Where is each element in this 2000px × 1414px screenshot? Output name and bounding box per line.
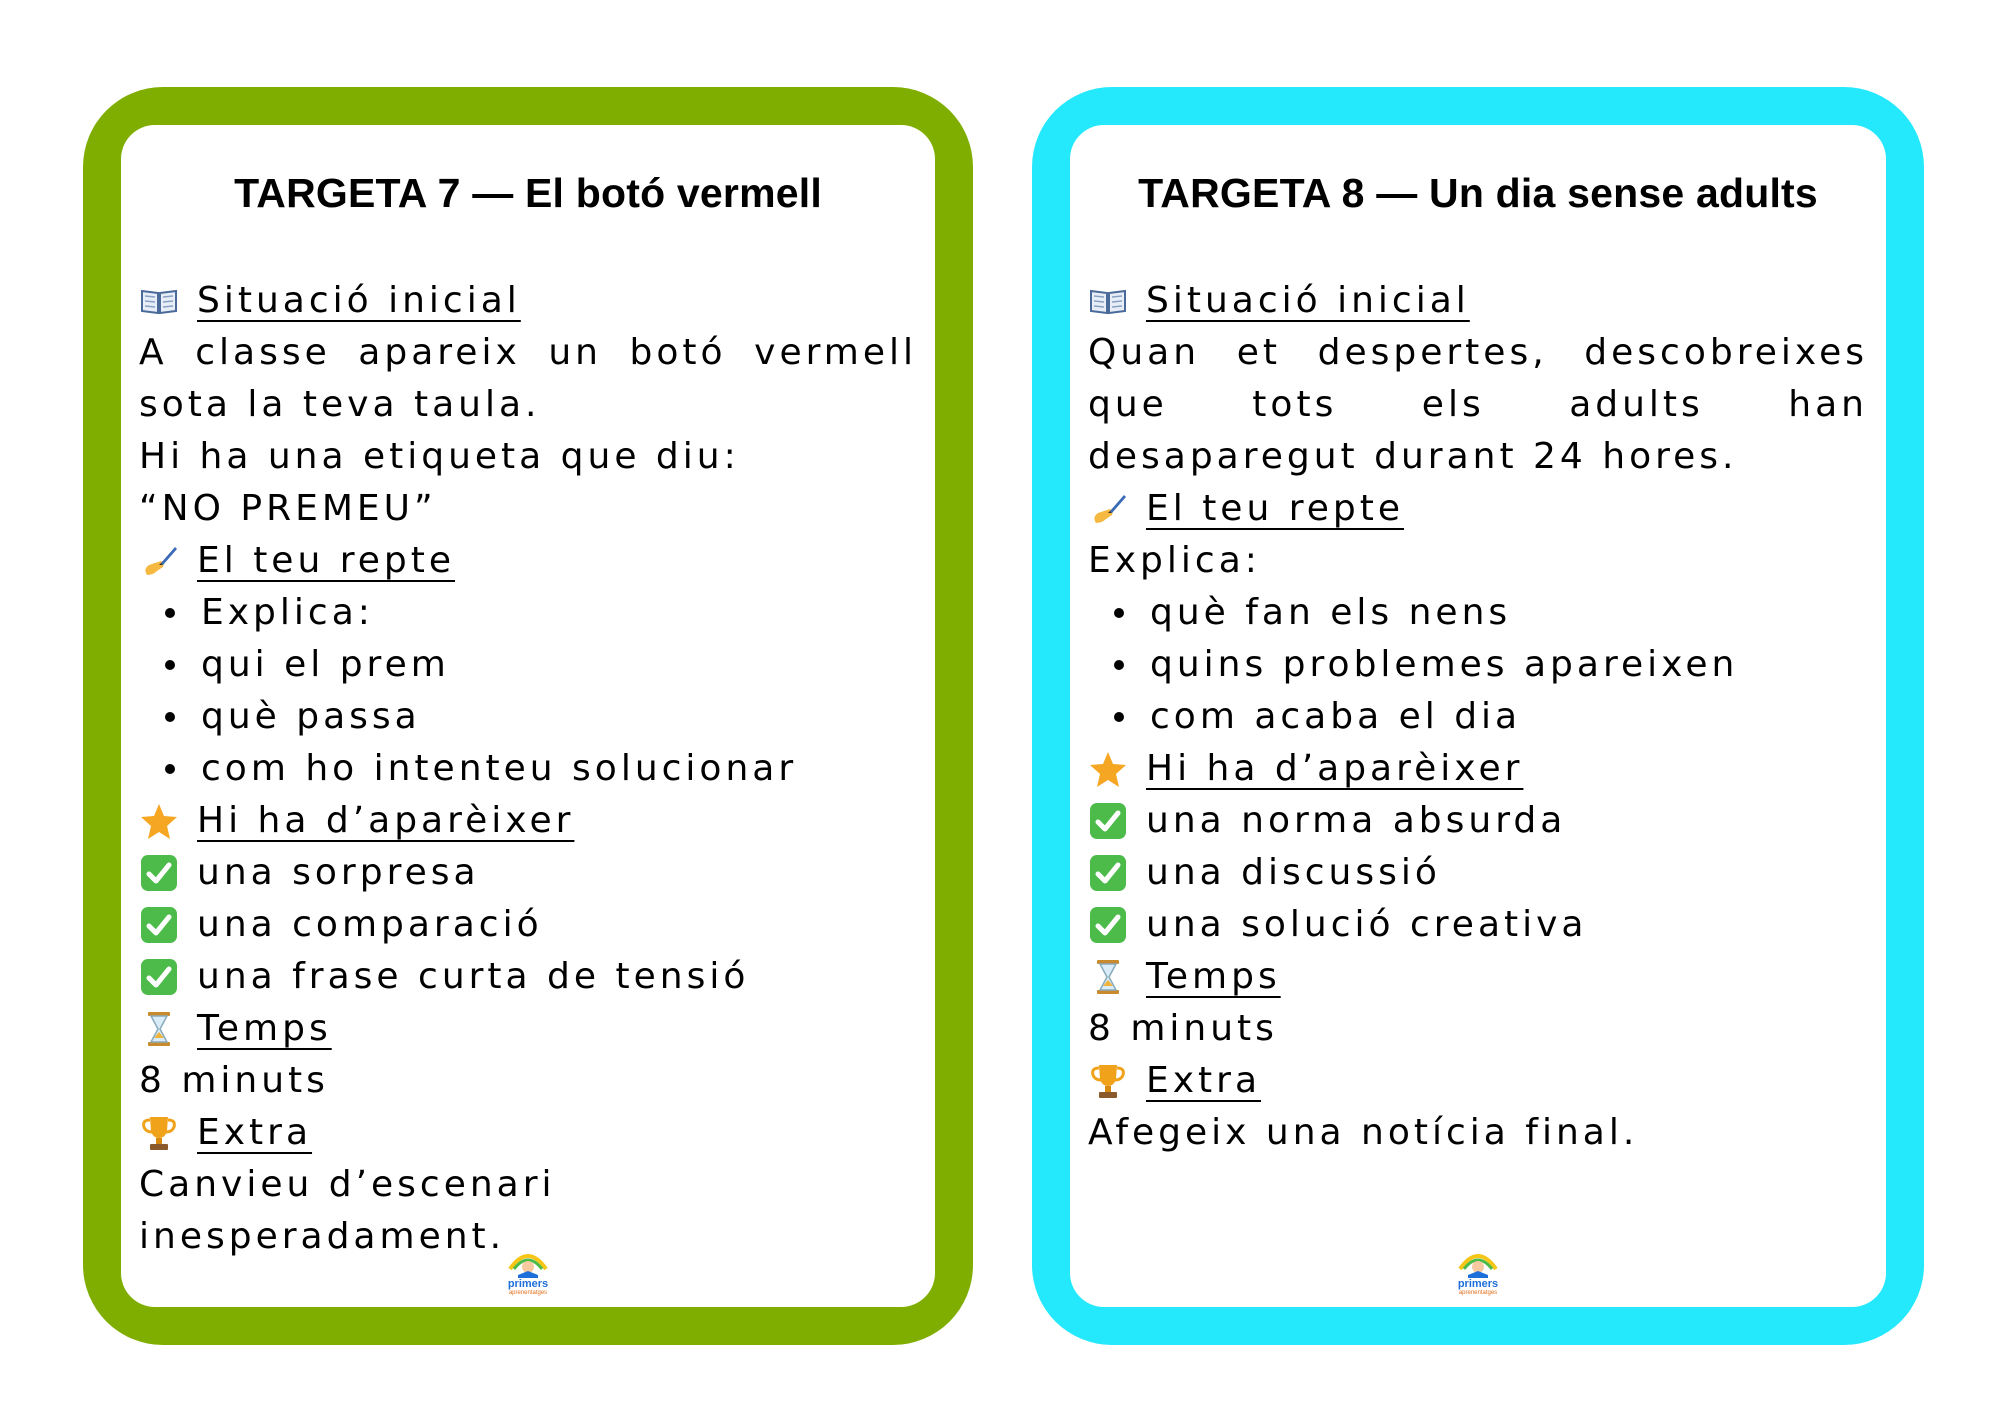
list-item <box>139 587 917 639</box>
list-item <box>1088 587 1868 639</box>
situacio-heading: Situació inicial <box>1146 280 1470 321</box>
writing-hand-icon <box>139 541 179 581</box>
check-icon <box>1088 801 1128 841</box>
apareixer-heading-row <box>1088 743 1868 795</box>
card-7 <box>83 87 973 1345</box>
card-7-body <box>139 275 917 1263</box>
repte-heading-row <box>139 535 917 587</box>
logo-text: primers <box>507 1278 549 1290</box>
check-item <box>1088 847 1868 899</box>
open-book-icon <box>1088 281 1128 321</box>
bullet <box>1114 608 1124 618</box>
card-8-body <box>1088 275 1868 1159</box>
check-item <box>1088 795 1868 847</box>
extra-heading-row <box>1088 1055 1868 1107</box>
situacio-line: Quan et despertes, descobreixes <box>1088 332 1868 373</box>
extra-line: Afegeix una notícia final. <box>1088 1112 1639 1153</box>
list-item-text: què passa <box>201 696 421 737</box>
check-item-text: una comparació <box>197 904 543 945</box>
star-icon <box>1088 749 1128 789</box>
primers-aprenentatges-logo <box>1450 1249 1506 1301</box>
bullet <box>165 660 175 670</box>
check-item <box>139 951 917 1003</box>
open-book-icon <box>139 281 179 321</box>
bullet <box>165 764 175 774</box>
check-icon <box>139 957 179 997</box>
bullet <box>165 608 175 618</box>
check-item-text: una solució creativa <box>1146 904 1588 945</box>
bullet <box>1114 660 1124 670</box>
situacio-line: sota la teva taula. <box>139 384 541 425</box>
check-icon <box>1088 853 1128 893</box>
list-item <box>1088 639 1868 691</box>
card-7-title: TARGETA 7 — El botó vermell <box>234 170 822 216</box>
situacio-line: desaparegut durant 24 hores. <box>1088 436 1738 477</box>
logo-subtext: aprenentatges <box>1458 1290 1498 1296</box>
check-item-text: una frase curta de tensió <box>197 956 750 997</box>
extra-heading-row <box>139 1107 917 1159</box>
card-8-content <box>1070 125 1886 1307</box>
card-8 <box>1032 87 1924 1345</box>
situacio-heading-row <box>139 275 917 327</box>
extra-heading: Extra <box>197 1112 313 1153</box>
temps-value: 8 minuts <box>1088 1008 1278 1049</box>
repte-heading: El teu repte <box>197 540 455 581</box>
repte-intro: Explica: <box>1088 540 1261 581</box>
star-icon <box>139 801 179 841</box>
check-item-text: una discussió <box>1146 852 1441 893</box>
list-item <box>139 691 917 743</box>
bullet <box>1114 712 1124 722</box>
situacio-heading-row <box>1088 275 1868 327</box>
apareixer-heading: Hi ha d’aparèixer <box>1146 748 1524 789</box>
temps-heading: Temps <box>197 1008 332 1049</box>
situacio-line: Hi ha una etiqueta que diu: <box>139 436 740 477</box>
repte-heading: El teu repte <box>1146 488 1404 529</box>
apareixer-heading: Hi ha d’aparèixer <box>197 800 575 841</box>
logo-subtext: aprenentatges <box>508 1290 548 1296</box>
logo-text: primers <box>1457 1278 1499 1290</box>
temps-heading: Temps <box>1146 956 1281 997</box>
apareixer-heading-row <box>139 795 917 847</box>
hourglass-icon <box>1088 957 1128 997</box>
writing-hand-icon <box>1088 489 1128 529</box>
list-item-text: com ho intenteu solucionar <box>201 748 798 789</box>
situacio-heading: Situació inicial <box>197 280 521 321</box>
check-item <box>1088 899 1868 951</box>
list-item-text: qui el prem <box>201 644 450 685</box>
situacio-line: A classe apareix un botó vermell <box>139 332 917 373</box>
extra-line: Canvieu d’escenari <box>139 1164 556 1205</box>
list-item <box>139 743 917 795</box>
logo-mark <box>504 1249 552 1279</box>
extra-line: inesperadament. <box>139 1216 506 1257</box>
temps-heading-row <box>1088 951 1868 1003</box>
primers-aprenentatges-logo <box>500 1249 556 1301</box>
temps-heading-row <box>139 1003 917 1055</box>
check-icon <box>1088 905 1128 945</box>
extra-heading: Extra <box>1146 1060 1262 1101</box>
situacio-line: que tots els adults han <box>1088 384 1868 425</box>
repte-heading-row <box>1088 483 1868 535</box>
list-item-text: què fan els nens <box>1150 592 1512 633</box>
list-item-text: com acaba el dia <box>1150 696 1522 737</box>
temps-value: 8 minuts <box>139 1060 329 1101</box>
list-item-text: Explica: <box>201 592 374 633</box>
check-item-text: una norma absurda <box>1146 800 1567 841</box>
trophy-icon <box>139 1113 179 1153</box>
check-icon <box>139 853 179 893</box>
list-item <box>139 639 917 691</box>
logo-mark <box>1454 1249 1502 1279</box>
check-item <box>139 899 917 951</box>
check-item <box>139 847 917 899</box>
situacio-line: “NO PREMEU” <box>139 488 437 529</box>
bullet <box>165 712 175 722</box>
card-7-content <box>121 125 935 1307</box>
check-icon <box>139 905 179 945</box>
card-8-title: TARGETA 8 — Un dia sense adults <box>1138 170 1818 216</box>
check-item-text: una sorpresa <box>197 852 480 893</box>
hourglass-icon <box>139 1009 179 1049</box>
list-item <box>1088 691 1868 743</box>
trophy-icon <box>1088 1061 1128 1101</box>
list-item-text: quins problemes apareixen <box>1150 644 1739 685</box>
